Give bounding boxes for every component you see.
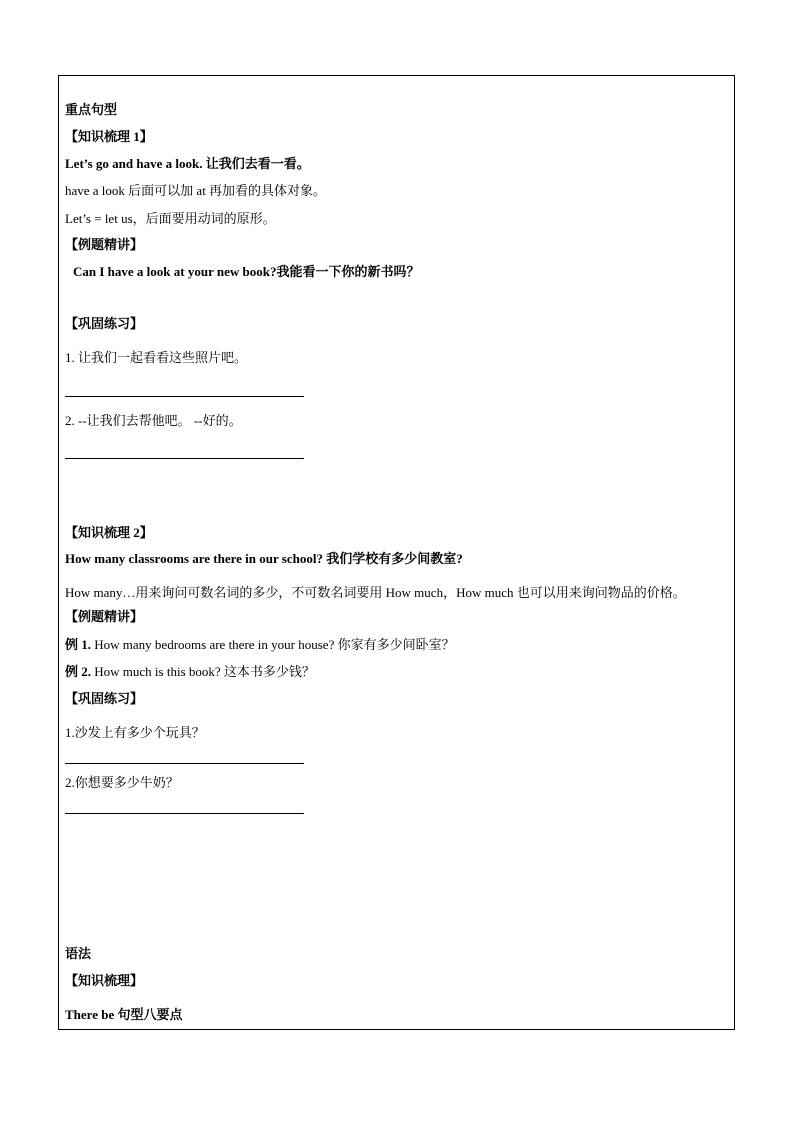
practice-header-2: 【巩固练习】 xyxy=(65,691,144,706)
practice-header-1: 【巩固练习】 xyxy=(65,316,144,331)
answer-line-1-2[interactable] xyxy=(65,458,303,459)
practice-2-question-2: 2.你想要多少牛奶？ xyxy=(65,775,179,790)
kp1-sentence: Let’s go and have a look. 让我们去看一看。 xyxy=(65,156,310,171)
answer-line-2-2[interactable] xyxy=(65,813,303,814)
example-2-1-label: 例 1. xyxy=(65,637,92,652)
practice-1-question-1: 1. 让我们一起看看这些照片吧。 xyxy=(65,350,248,365)
kp2-sentence: How many classrooms are there in our school? 我们学校有多少间教室? xyxy=(65,551,463,566)
section-title-grammar: 语法 xyxy=(65,946,92,961)
example-header-2: 【例题精讲】 xyxy=(65,609,144,624)
example-sentence-1: Can I have a look at your new book?我能看一下你的新书吗？ xyxy=(73,264,420,279)
kp1-note-1: have a look 后面可以加 at 再加看的具体对象。 xyxy=(65,183,327,198)
answer-period: . xyxy=(302,388,305,400)
answer-line-1-1[interactable] xyxy=(65,396,303,397)
kp2-note: How many…用来询问可数名词的多少，不可数名词要用 How much，How much 也可以用来询问物品的价格。 xyxy=(65,585,686,600)
answer-period: . xyxy=(302,755,305,767)
section-title-key-sentences: 重点句型 xyxy=(65,102,118,117)
grammar-subtitle: There be 句型八要点 xyxy=(65,1007,183,1022)
answer-period: . xyxy=(302,805,305,817)
knowledge-point-1-header: 【知识梳理 1】 xyxy=(65,129,153,144)
kp1-note-2: Let’s = let us，后面要用动词的原形。 xyxy=(65,211,276,226)
knowledge-point-2-header: 【知识梳理 2】 xyxy=(65,525,153,540)
answer-line-2-1[interactable] xyxy=(65,763,303,764)
example-2-1 xyxy=(65,637,455,653)
knowledge-point-header-3: 【知识梳理】 xyxy=(65,973,144,988)
example-2-2-text: How much is this book? 这本书多少钱？ xyxy=(91,664,315,679)
practice-1-question-2: 2. --让我们去帮他吧。 --好的。 xyxy=(65,413,242,428)
practice-2-question-1: 1.沙发上有多少个玩具？ xyxy=(65,725,205,740)
example-2-2-label: 例 2. xyxy=(65,664,92,679)
example-2-1-text: How many bedrooms are there in your house? 你家有多少间卧室？ xyxy=(91,637,455,652)
example-header-1: 【例题精讲】 xyxy=(65,237,144,252)
example-2-2 xyxy=(65,664,315,680)
answer-period: . xyxy=(302,450,305,462)
